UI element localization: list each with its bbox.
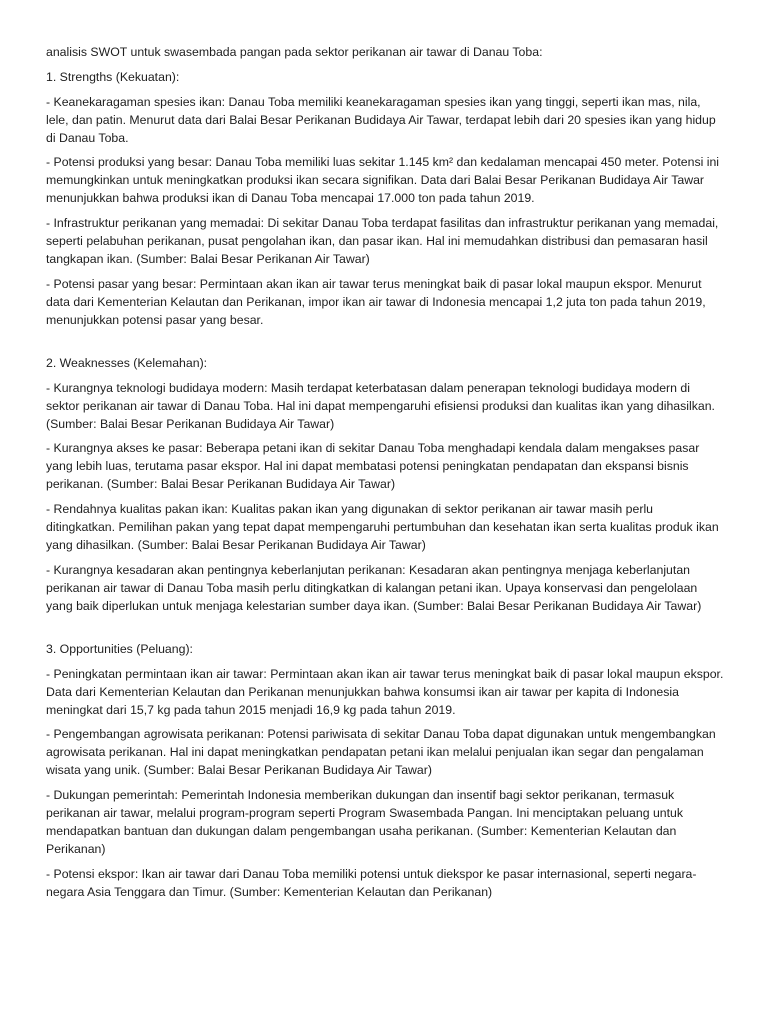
section-heading-weaknesses: 2. Weaknesses (Kelemahan): xyxy=(46,355,208,370)
paragraph: - Kurangnya kesadaran akan pentingnya keberlanjutan perikanan: Kesadaran akan pentingnya menjaga keberlanjutan perikanan air tawar di Danau Toba masih perlu ditingkatkan di kalangan petani ikan. Upaya konservasi dan pengelolaan yang baik diperlukan untuk menjaga kelestarian sumber daya ikan. (Sumber: Balai Besar Perikanan Budidaya Air Tawar) xyxy=(46,562,702,613)
paragraph: - Rendahnya kualitas pakan ikan: Kualitas pakan ikan yang digunakan di sektor perikanan air tawar masih perlu ditingkatkan. Pemilihan pakan yang tepat dapat mempengaruhi pertumbuhan dan kesehatan ikan serta kualitas produk ikan yang dihasilkan. (Sumber: Balai Besar Perikanan Budidaya Air Tawar) xyxy=(46,502,719,553)
section-spacer xyxy=(46,622,724,640)
section-heading-strengths: 1. Strengths (Kekuatan): xyxy=(46,69,180,84)
document-intro: analisis SWOT untuk swasembada pangan pada sektor perikanan air tawar di Danau Toba: xyxy=(46,45,543,59)
section-spacer xyxy=(46,336,724,354)
paragraph: - Potensi pasar yang besar: Permintaan akan ikan air tawar terus meningkat baik di pasar lokal maupun ekspor. Menurut data dari Kementerian Kelautan dan Perikanan, impor ikan air tawar di Indonesia mencapai 1,2 juta ton pada tahun 2019, menunjukkan potensi pasar yang besar. xyxy=(46,276,706,327)
paragraph: - Pengembangan agrowisata perikanan: Potensi pariwisata di sekitar Danau Toba dapat digunakan untuk mengembangkan agrowisata perikanan. Hal ini dapat meningkatkan pendapatan petani ikan melalui penjualan ikan segar dan pengalaman wisata yang unik. (Sumber: Balai Besar Perikanan Budidaya Air Tawar) xyxy=(46,727,716,778)
paragraph: - Potensi ekspor: Ikan air tawar dari Danau Toba memiliki potensi untuk diekspor ke pasar internasional, seperti negara-negara Asia Tenggara dan Timur. (Sumber: Kementerian Kelautan dan Perikanan) xyxy=(46,866,697,899)
paragraph: - Infrastruktur perikanan yang memadai: Di sekitar Danau Toba terdapat fasilitas dan infrastruktur perikanan yang memadai, seperti pelabuhan perikanan, pusat pengolahan ikan, dan pasar ikan. Hal ini memudahkan distribusi dan pemasaran hasil tangkapan ikan. (Sumber: Balai Besar Perikanan Air Tawar) xyxy=(46,216,719,267)
paragraph: - Potensi produksi yang besar: Danau Toba memiliki luas sekitar 1.145 km² dan kedalaman mencapai 450 meter. Potensi ini memungkinkan untuk meningkatkan produksi ikan secara signifikan. Data dari Balai Besar Perikanan Budidaya Air Tawar menunjukkan bahwa produksi ikan di Danau Toba mencapai 17.000 ton pada tahun 2019. xyxy=(46,155,720,206)
section-heading-opportunities: 3. Opportunities (Peluang): xyxy=(46,641,193,656)
paragraph: - Peningkatan permintaan ikan air tawar: Permintaan akan ikan air tawar terus meningkat baik di pasar lokal maupun ekspor. Data dari Kementerian Kelautan dan Perikanan menunjukkan bahwa konsumsi ikan air tawar per kapita di Indonesia meningkat dari 15,7 kg pada tahun 2015 menjadi 16,9 kg pada tahun 2019. xyxy=(46,666,724,717)
paragraph: - Kurangnya teknologi budidaya modern: Masih terdapat keterbatasan dalam penerapan teknologi budidaya modern di sektor perikanan air tawar di Danau Toba. Hal ini dapat mempengaruhi efisiensi produksi dan kualitas ikan yang dihasilkan. (Sumber: Balai Besar Perikanan Budidaya Air Tawar) xyxy=(46,380,715,431)
paragraph: - Kurangnya akses ke pasar: Beberapa petani ikan di sekitar Danau Toba menghadapi kendala dalam mengakses pasar yang lebih luas, terutama pasar ekspor. Hal ini dapat membatasi potensi peningkatan pendapatan dan ekspansi bisnis perikanan. (Sumber: Balai Besar Perikanan Budidaya Air Tawar) xyxy=(46,441,700,492)
paragraph: - Dukungan pemerintah: Pemerintah Indonesia memberikan dukungan dan insentif bagi sektor perikanan, termasuk perikanan air tawar, melalui program-program seperti Program Swasembada Pangan. Ini menciptakan peluang untuk mendapatkan bantuan dan dukungan dalam pengembangan usaha perikanan. (Sumber: Kementerian Kelautan dan Perikanan) xyxy=(46,788,684,857)
paragraph: - Keanekaragaman spesies ikan: Danau Toba memiliki keanekaragaman spesies ikan yang tinggi, seperti ikan mas, nila, lele, dan patin. Menurut data dari Balai Besar Perikanan Budidaya Air Tawar, terdapat lebih dari 20 spesies ikan yang hidup di Danau Toba. xyxy=(46,94,716,145)
